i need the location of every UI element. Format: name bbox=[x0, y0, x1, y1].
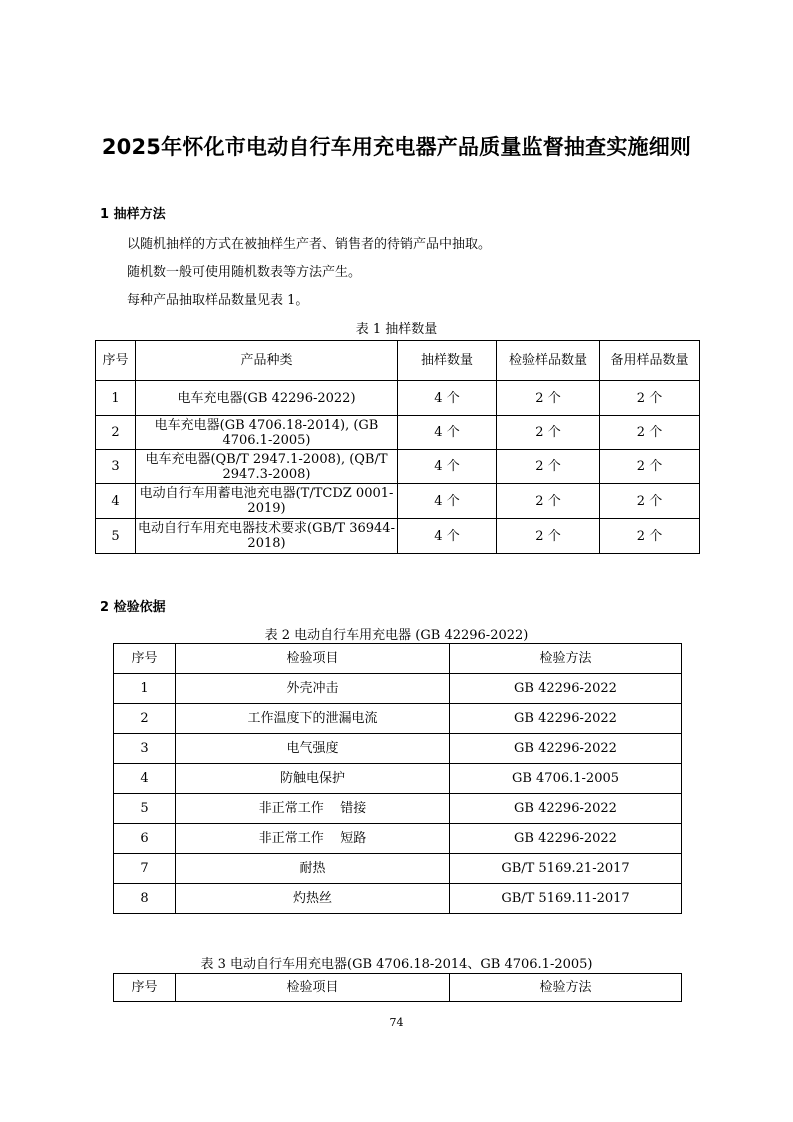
table-cell: 5 bbox=[114, 794, 176, 824]
table-cell: 4 个 bbox=[398, 484, 497, 519]
table-cell: 非正常工作 错接 bbox=[176, 794, 450, 824]
table-cell: 电动自行车用充电器技术要求(GB/T 36944-2018) bbox=[136, 519, 398, 554]
table-cell: GB 42296-2022 bbox=[450, 734, 682, 764]
column-header: 序号 bbox=[114, 974, 176, 1002]
table-cell: 1 bbox=[96, 381, 136, 416]
table-cell: 2 个 bbox=[497, 484, 600, 519]
table-header-row bbox=[96, 341, 700, 381]
column-header: 检验项目 bbox=[176, 974, 450, 1002]
table-cell: 灼热丝 bbox=[176, 884, 450, 914]
column-header: 备用样品数量 bbox=[600, 341, 700, 381]
table-cell: GB 4706.1-2005 bbox=[450, 764, 682, 794]
table-header-row bbox=[114, 974, 682, 1002]
table-1-caption: 表 1 抽样数量 bbox=[355, 322, 438, 337]
table-cell: GB/T 5169.21-2017 bbox=[450, 854, 682, 884]
table-row bbox=[114, 704, 682, 734]
column-header: 检验样品数量 bbox=[497, 341, 600, 381]
table-cell: 3 bbox=[96, 450, 136, 484]
table-row bbox=[114, 764, 682, 794]
table-3-caption: 表 3 电动自行车用充电器(GB 4706.18-2014、GB 4706.1-2005) bbox=[200, 957, 593, 972]
table-cell: 7 bbox=[114, 854, 176, 884]
table-cell: 2 个 bbox=[497, 381, 600, 416]
table-cell: 非正常工作 短路 bbox=[176, 824, 450, 854]
paragraph: 随机数一般可使用随机数表等方法产生。 bbox=[127, 265, 362, 280]
column-header: 序号 bbox=[96, 341, 136, 381]
table-3-inspection-items bbox=[113, 973, 682, 1002]
table-cell: 2 个 bbox=[497, 450, 600, 484]
table-cell: 电动自行车用蓄电池充电器(T/TCDZ 0001-2019) bbox=[136, 484, 398, 519]
table-row bbox=[114, 854, 682, 884]
table-cell: 2 个 bbox=[497, 416, 600, 450]
table-cell: 2 bbox=[114, 704, 176, 734]
table-cell: 4 个 bbox=[398, 519, 497, 554]
table-cell: 5 bbox=[96, 519, 136, 554]
table-cell: 电车充电器(QB/T 2947.1-2008), (QB/T 2947.3-2008) bbox=[136, 450, 398, 484]
table-cell: 4 个 bbox=[398, 416, 497, 450]
table-cell: 6 bbox=[114, 824, 176, 854]
table-cell: 4 个 bbox=[398, 450, 497, 484]
table-row bbox=[96, 381, 700, 416]
column-header: 抽样数量 bbox=[398, 341, 497, 381]
section-1-heading: 1 抽样方法 bbox=[100, 207, 166, 222]
column-header: 检验项目 bbox=[176, 644, 450, 674]
table-cell: 2 bbox=[96, 416, 136, 450]
table-cell: 8 bbox=[114, 884, 176, 914]
table-cell: 电车充电器(GB 4706.18-2014), (GB 4706.1-2005) bbox=[136, 416, 398, 450]
table-cell: 2 个 bbox=[600, 450, 700, 484]
table-cell: 2 个 bbox=[497, 519, 600, 554]
table-cell: 4 bbox=[114, 764, 176, 794]
table-cell: GB/T 5169.11-2017 bbox=[450, 884, 682, 914]
table-row bbox=[114, 824, 682, 854]
table-cell: 耐热 bbox=[176, 854, 450, 884]
paragraph: 每种产品抽取样品数量见表 1。 bbox=[127, 293, 309, 308]
table-cell: GB 42296-2022 bbox=[450, 704, 682, 734]
table-header-row bbox=[114, 644, 682, 674]
table-1-sampling-quantity bbox=[95, 340, 700, 554]
table-cell: 2 个 bbox=[600, 484, 700, 519]
column-header: 序号 bbox=[114, 644, 176, 674]
table-row bbox=[96, 416, 700, 450]
table-cell: 1 bbox=[114, 674, 176, 704]
column-header: 检验方法 bbox=[450, 974, 682, 1002]
document-title: 2025年怀化市电动自行车用充电器产品质量监督抽查实施细则 bbox=[101, 135, 692, 159]
table-cell: 4 个 bbox=[398, 381, 497, 416]
column-header: 产品种类 bbox=[136, 341, 398, 381]
table-row bbox=[114, 794, 682, 824]
table-cell: 4 bbox=[96, 484, 136, 519]
page-number: 74 bbox=[389, 1016, 404, 1029]
paragraph: 以随机抽样的方式在被抽样生产者、销售者的待销产品中抽取。 bbox=[127, 237, 492, 252]
section-2-heading: 2 检验依据 bbox=[100, 600, 166, 615]
table-cell: 外壳冲击 bbox=[176, 674, 450, 704]
table-cell: GB 42296-2022 bbox=[450, 674, 682, 704]
table-2-caption: 表 2 电动自行车用充电器 (GB 42296-2022) bbox=[264, 628, 529, 643]
table-row bbox=[96, 484, 700, 519]
table-cell: GB 42296-2022 bbox=[450, 824, 682, 854]
table-cell: 2 个 bbox=[600, 519, 700, 554]
table-cell: 3 bbox=[114, 734, 176, 764]
table-row bbox=[114, 734, 682, 764]
table-cell: GB 42296-2022 bbox=[450, 794, 682, 824]
table-row bbox=[96, 519, 700, 554]
table-cell: 电车充电器(GB 42296-2022) bbox=[136, 381, 398, 416]
table-cell: 电气强度 bbox=[176, 734, 450, 764]
table-row bbox=[96, 450, 700, 484]
table-cell: 2 个 bbox=[600, 381, 700, 416]
column-header: 检验方法 bbox=[450, 644, 682, 674]
table-cell: 工作温度下的泄漏电流 bbox=[176, 704, 450, 734]
table-cell: 防触电保护 bbox=[176, 764, 450, 794]
table-2-inspection-items bbox=[113, 643, 682, 914]
table-row bbox=[114, 884, 682, 914]
table-cell: 2 个 bbox=[600, 416, 700, 450]
table-row bbox=[114, 674, 682, 704]
